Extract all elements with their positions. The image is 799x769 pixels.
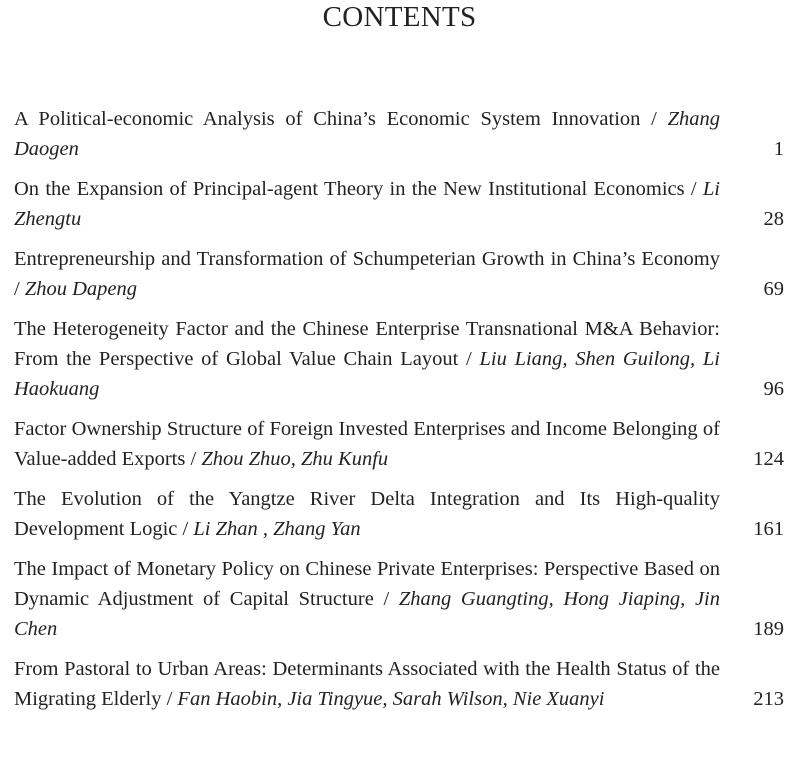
toc-entry-text: From Pastoral to Urban Areas: Determinants Associated with the Health Status of the Migrating Elderly / Fan Haobin, Jia Tingyue, Sarah Wilson, Nie Xuanyi: [14, 658, 720, 710]
toc-entry-page-number: 213: [753, 688, 784, 710]
toc-entry-text: Factor Ownership Structure of Foreign Invested Enterprises and Income Belonging of Value-added Exports / Zhou Zhuo, Zhu Kunfu: [14, 418, 720, 470]
toc-entry[interactable]: [14, 554, 784, 644]
toc-entry-title: Factor Ownership Structure of Foreign Invested Enterprises and Income Belonging of Value-added Exports: [14, 418, 720, 470]
toc-entry[interactable]: [14, 174, 784, 234]
toc-entry-authors: Zhou Dapeng: [24, 278, 138, 300]
toc-entry-authors: Zhang Guangting, Hong Jiaping, Jin Chen: [14, 588, 720, 640]
toc-entry-authors: Li Zhengtu: [14, 178, 720, 230]
toc-entry-page-number: 96: [763, 378, 784, 400]
toc-entry-page-number: 124: [753, 448, 784, 470]
toc-entry-page-number: 161: [753, 518, 784, 540]
toc-entry-text: The Evolution of the Yangtze River Delta Integration and Its High-quality Development Logic / Li Zhan , Zhang Yan: [14, 488, 720, 540]
toc-entry[interactable]: [14, 314, 784, 404]
toc-entry-authors: Liu Liang, Shen Guilong, Li Haokuang: [14, 348, 721, 400]
toc-entry-authors: Zhou Zhuo, Zhu Kunfu: [201, 448, 389, 470]
toc-entry[interactable]: [14, 104, 784, 164]
page-title: CONTENTS: [322, 1, 477, 33]
toc-entry[interactable]: [14, 484, 784, 544]
toc-entry-title: The Impact of Monetary Policy on Chinese Private Enterprises: Perspective Based on Dynamic Adjustment of Capital Structure: [14, 558, 720, 610]
toc-entry-title: On the Expansion of Principal-agent Theory in the New Institutional Economics: [14, 178, 685, 200]
toc-entry-title: From Pastoral to Urban Areas: Determinants Associated with the Health Status of the Migrating Elderly: [14, 658, 720, 710]
toc-entry-page-number: 1: [773, 138, 784, 160]
toc-entry[interactable]: [14, 244, 784, 304]
toc-entry-text: Entrepreneurship and Transformation of Schumpeterian Growth in China’s Economy / Zhou Dapeng: [14, 248, 720, 300]
toc-entry-text: The Impact of Monetary Policy on Chinese Private Enterprises: Perspective Based on Dynamic Adjustment of Capital Structure / Zhang Guangting, Hong Jiaping, Jin Chen: [14, 558, 720, 640]
toc-entry-authors: Zhang Daogen: [14, 108, 720, 160]
toc-entry-text: The Heterogeneity Factor and the Chinese Enterprise Transnational M&A Behavior: From the Perspective of Global Value Chain Layout / Liu Liang, Shen Guilong, Li Haokuang: [14, 318, 721, 400]
toc-entry-text: A Political-economic Analysis of China’s Economic System Innovation / Zhang Daogen: [14, 108, 720, 160]
toc-entry-authors: Fan Haobin, Jia Tingyue, Sarah Wilson, Nie Xuanyi: [177, 688, 605, 710]
toc-entry-title: The Evolution of the Yangtze River Delta Integration and Its High-quality Development Logic: [14, 488, 720, 540]
toc-entry[interactable]: [14, 414, 784, 474]
toc-entry-page-number: 28: [763, 208, 784, 230]
toc-entry-text: On the Expansion of Principal-agent Theory in the New Institutional Economics / Li Zhengtu: [14, 178, 720, 230]
toc-entry-title: A Political-economic Analysis of China’s Economic System Innovation: [14, 108, 641, 130]
toc-entry-authors: Li Zhan , Zhang Yan: [193, 518, 361, 540]
toc-entry-title: The Heterogeneity Factor and the Chinese Enterprise Transnational M&A Behavior: From the Perspective of Global Value Chain Layout: [14, 318, 720, 370]
toc-entry-page-number: 69: [763, 278, 784, 300]
toc-entry[interactable]: [14, 654, 784, 714]
table-of-contents: [14, 104, 784, 724]
toc-entry-page-number: 189: [753, 618, 784, 640]
toc-entry-title: Entrepreneurship and Transformation of Schumpeterian Growth in China’s Economy: [14, 248, 720, 270]
